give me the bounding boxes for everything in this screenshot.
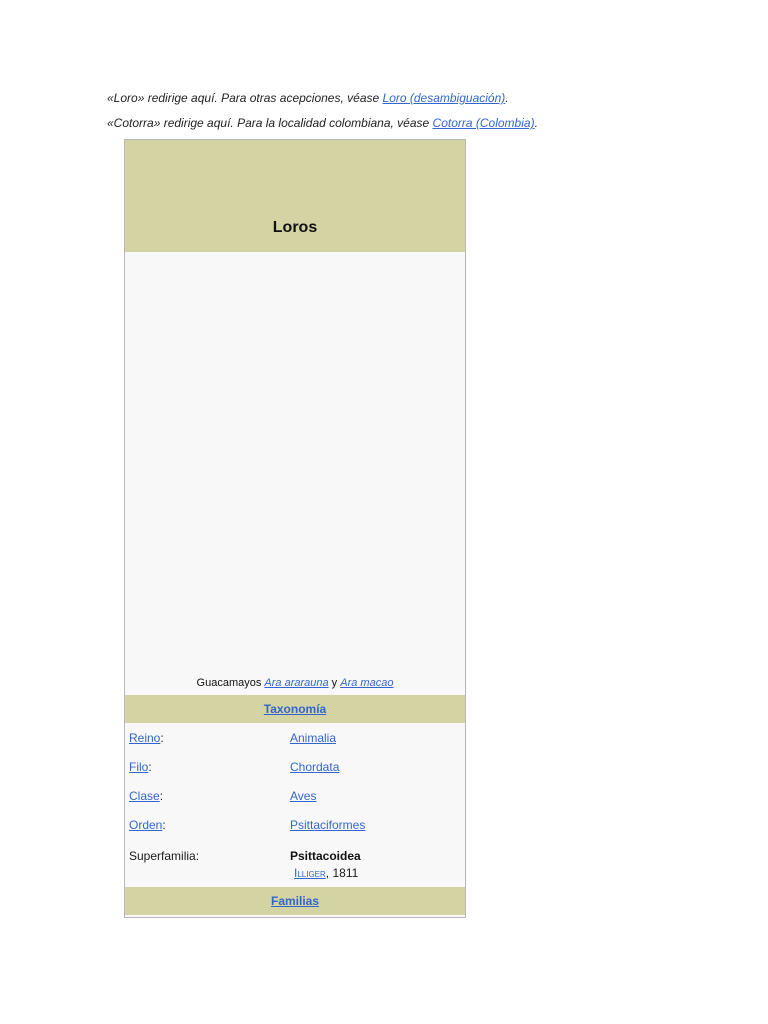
families-header xyxy=(125,887,465,915)
link-chordata[interactable]: Chordata xyxy=(290,759,340,774)
taxobox-title-text: Loros xyxy=(272,219,318,236)
taxonomy-key: Clase: xyxy=(129,788,164,803)
taxonomy-value xyxy=(290,789,465,803)
link-psittaciformes[interactable]: Psittaciformes xyxy=(290,817,366,832)
link-animalia[interactable]: Animalia xyxy=(290,730,337,745)
taxobox-title xyxy=(125,140,465,252)
link-ara-ararauna[interactable]: Ara ararauna xyxy=(264,677,329,689)
hatnote-text: «Cotorra» redirige aquí. Para la localidad colombiana, véase xyxy=(107,116,433,130)
link-taxonomia[interactable]: Taxonomía xyxy=(263,702,327,716)
link-reino[interactable]: Reino xyxy=(129,730,161,745)
taxonomy-value xyxy=(290,760,465,774)
taxobox-image[interactable] xyxy=(125,252,465,672)
caption-and: y xyxy=(328,677,341,689)
taxonomy-header xyxy=(125,695,465,723)
taxonomy-key: Reino: xyxy=(129,730,164,745)
taxonomy-key: Orden: xyxy=(129,817,166,832)
link-clase[interactable]: Clase xyxy=(129,788,160,803)
taxonomy-row-superfamilia xyxy=(125,839,465,863)
taxonomy-row-orden xyxy=(125,810,465,839)
link-orden[interactable]: Orden xyxy=(129,817,163,832)
taxonomy-value xyxy=(290,731,465,745)
taxonomy-row-filo xyxy=(125,752,465,781)
link-aves[interactable]: Aves xyxy=(290,788,317,803)
image-caption xyxy=(125,672,465,695)
link-ara-macao[interactable]: Ara macao xyxy=(340,677,394,689)
taxonomy-value: Psittacoidea xyxy=(290,849,361,863)
taxonomy-key: Superfamilia: xyxy=(129,849,200,863)
taxonomy-row-reino xyxy=(125,723,465,752)
caption-text: Guacamayos xyxy=(196,677,265,689)
link-cotorra-colombia[interactable]: Cotorra (Colombia) xyxy=(432,116,535,130)
hatnote-period: . xyxy=(505,91,509,105)
taxonomy-row-clase xyxy=(125,781,465,810)
taxon-authority xyxy=(125,863,465,887)
taxonomy-key: Filo: xyxy=(129,759,152,774)
link-filo[interactable]: Filo xyxy=(129,759,149,774)
hatnote-period: . xyxy=(534,116,538,130)
hatnote-cotorra xyxy=(107,116,538,130)
taxonomy-value xyxy=(290,818,465,832)
hatnote-loro xyxy=(107,91,509,105)
link-illiger[interactable]: Illiger xyxy=(294,866,326,880)
link-familias[interactable]: Familias xyxy=(270,894,320,908)
authority-year: , 1811 xyxy=(325,866,359,880)
hatnote-text: «Loro» redirige aquí. Para otras acepciones, véase xyxy=(107,91,383,105)
taxobox xyxy=(124,139,466,918)
link-loro-desambiguacion[interactable]: Loro (desambiguación) xyxy=(382,91,506,105)
